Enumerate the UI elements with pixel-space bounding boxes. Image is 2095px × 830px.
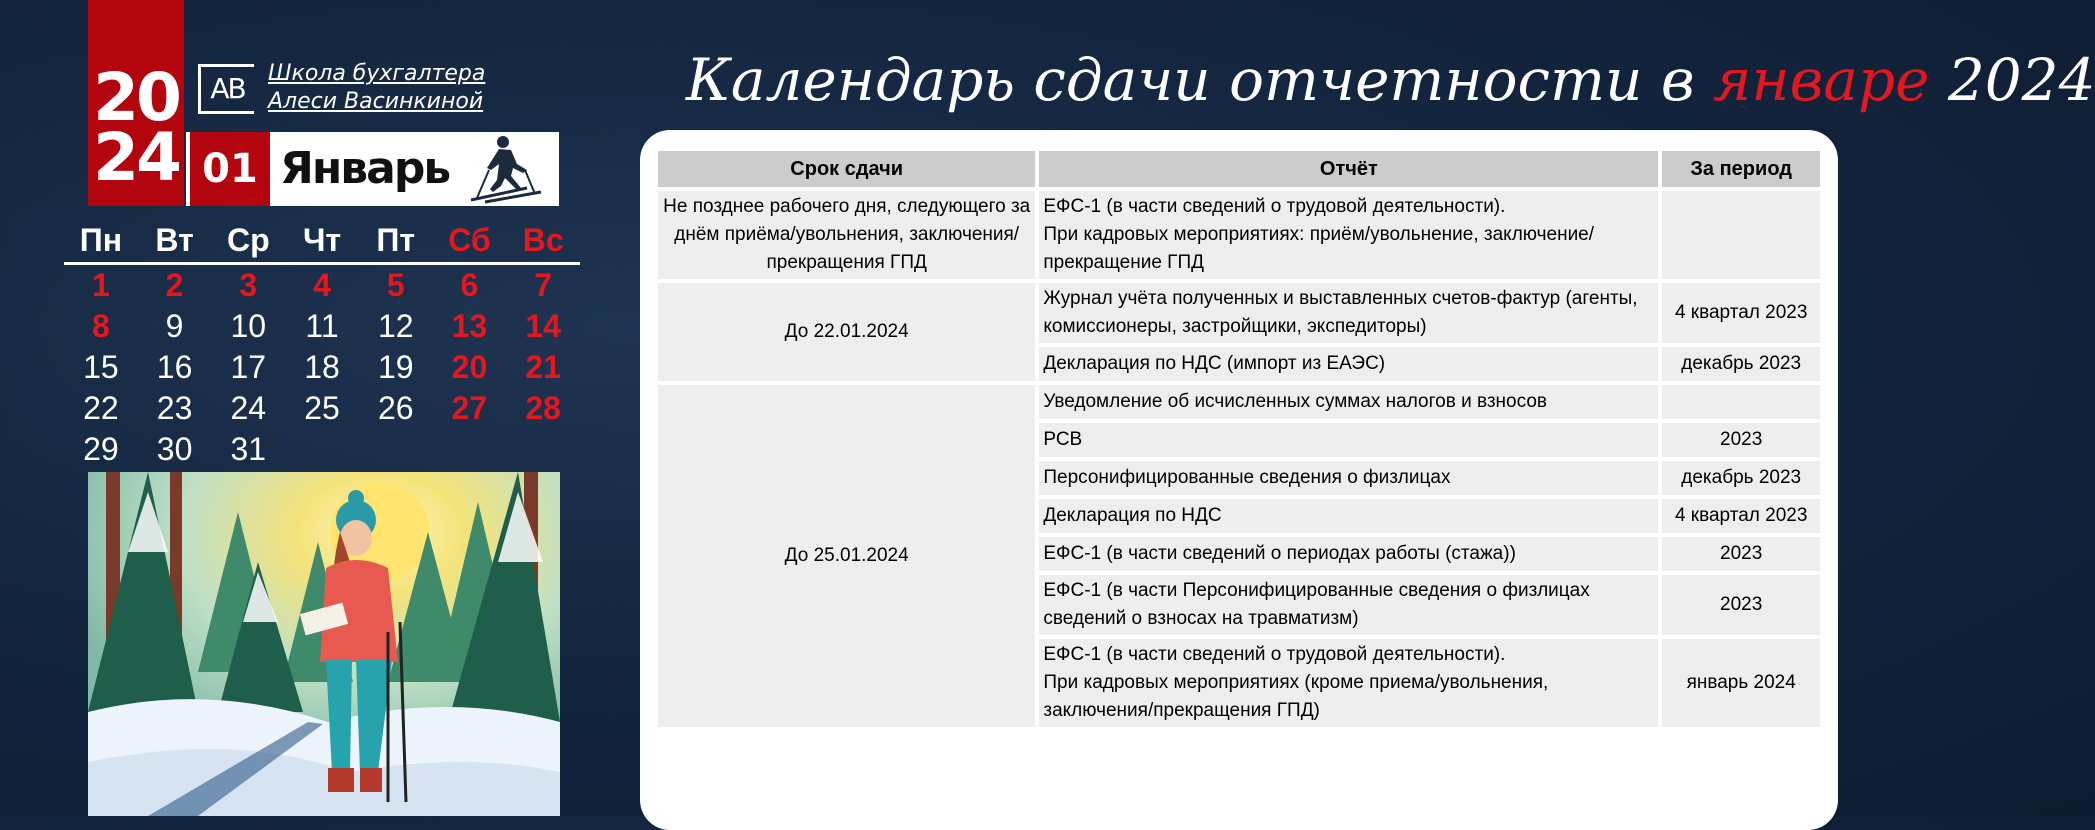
calendar-day: 21 xyxy=(525,349,561,385)
period-cell: 2023 xyxy=(1662,537,1820,571)
skier-icon xyxy=(465,134,549,204)
calendar-day: 13 xyxy=(451,308,488,344)
period-cell: 4 квартал 2023 xyxy=(1662,499,1820,533)
year-bottom: 24 xyxy=(93,119,179,196)
calendar-day xyxy=(359,429,433,470)
calendar-day: 1 xyxy=(91,267,110,303)
calendar-day: 6 xyxy=(460,267,479,303)
month-number: 01 xyxy=(190,132,270,206)
period-cell: 2023 xyxy=(1662,575,1820,635)
calendar-day: 11 xyxy=(305,308,339,344)
brand-logo: AB xyxy=(198,64,254,114)
report-cell: ЕФС-1 (в части сведений о периодах работы (стажа)) xyxy=(1039,537,1658,571)
table-row xyxy=(658,283,1820,343)
calendar-day xyxy=(506,429,580,470)
report-cell: ЕФС-1 (в части Персонифицированные сведения о физлицах сведений о взносах на травматизм) xyxy=(1039,575,1658,635)
calendar-day xyxy=(433,429,507,470)
column-header-report: Отчёт xyxy=(1039,151,1658,187)
calendar-day: 15 xyxy=(83,349,119,385)
column-header-deadline: Срок сдачи xyxy=(658,151,1035,187)
report-cell: РСВ xyxy=(1039,423,1658,457)
year-top: 20 xyxy=(93,59,179,136)
calendar-week-row xyxy=(64,265,580,306)
brand-line-1: Школа бухгалтера xyxy=(268,61,486,86)
calendar-day: 28 xyxy=(525,390,561,426)
weekday-header xyxy=(64,220,580,265)
table-row xyxy=(658,191,1820,279)
calendar-day: 30 xyxy=(156,431,193,467)
calendar-day: 26 xyxy=(377,390,414,426)
calendar-day: 12 xyxy=(377,308,414,344)
weekday-tue: Вт xyxy=(155,222,194,258)
report-cell: Уведомление об исчисленных суммах налогов и взносов xyxy=(1039,385,1658,419)
calendar-grid xyxy=(64,220,580,470)
brand-line-2: Алеси Васинкиной xyxy=(268,89,484,114)
calendar-day: 8 xyxy=(91,308,110,344)
page-title xyxy=(686,30,2095,130)
report-cell: ЕФС-1 (в части сведений о трудовой деятельности). При кадровых мероприятиях (кроме приема/увольнения, заключения/прекращения ГПД) xyxy=(1039,639,1658,727)
calendar-day: 25 xyxy=(304,390,340,426)
deadline-cell: До 25.01.2024 xyxy=(658,385,1035,727)
calendar-day: 22 xyxy=(83,390,119,426)
winter-forest-image xyxy=(88,472,560,816)
deadline-cell: Не позднее рабочего дня, следующего за днём приёма/увольнения, заключения/прекращения ГПД xyxy=(658,191,1035,279)
table-body xyxy=(658,191,1820,727)
period-cell: 2023 xyxy=(1662,423,1820,457)
weekday-wed: Ср xyxy=(226,222,270,258)
hiker-illustration xyxy=(88,472,560,816)
period-cell: 4 квартал 2023 xyxy=(1662,283,1820,343)
title-accent: январе xyxy=(1713,46,1930,114)
report-cell: Декларация по НДС xyxy=(1039,499,1658,533)
calendar-week-row xyxy=(64,306,580,347)
calendar-day: 4 xyxy=(313,267,331,303)
calendar-week-row xyxy=(64,429,580,470)
calendar-day: 19 xyxy=(377,349,414,385)
calendar-day: 17 xyxy=(230,349,267,385)
year-block xyxy=(88,0,184,206)
calendar-day: 2 xyxy=(165,267,184,303)
title-part-1: Календарь сдачи отчетности в xyxy=(686,46,1714,114)
report-cell: Журнал учёта полученных и выставленных счетов-фактур (агенты, комиссионеры, застройщики, экспедиторы) xyxy=(1039,283,1658,343)
month-name: Январь xyxy=(280,143,450,194)
report-cell: ЕФС-1 (в части сведений о трудовой деятельности). При кадровых мероприятиях: приём/увольнение, заключение/прекращение ГПД xyxy=(1039,191,1658,279)
calendar-day: 27 xyxy=(451,390,488,426)
title-part-2: 2024 xyxy=(1929,46,2095,114)
calendar-day: 31 xyxy=(230,431,267,467)
calendar-day: 20 xyxy=(451,349,488,385)
calendar-day: 29 xyxy=(83,431,119,467)
brand-name xyxy=(268,60,485,116)
calendar-day: 10 xyxy=(230,308,267,344)
calendar-day xyxy=(285,429,359,470)
reporting-table xyxy=(654,147,1824,731)
table-header-row xyxy=(658,151,1820,187)
calendar-day: 5 xyxy=(386,267,405,303)
calendar-week-row xyxy=(64,347,580,388)
report-cell: Персонифицированные сведения о физлицах xyxy=(1039,461,1658,495)
month-strip xyxy=(186,132,559,206)
calendar-weeks xyxy=(64,265,580,470)
table-row xyxy=(658,385,1820,419)
period-cell: декабрь 2023 xyxy=(1662,461,1820,495)
calendar-day: 23 xyxy=(156,390,193,426)
column-header-period: За период xyxy=(1662,151,1820,187)
period-cell: январь 2024 xyxy=(1662,639,1820,727)
weekday-mon: Пн xyxy=(79,222,123,258)
weekday-sun: Вс xyxy=(522,222,564,258)
weekday-sat: Сб xyxy=(448,222,491,258)
deadline-cell: До 22.01.2024 xyxy=(658,283,1035,381)
period-cell xyxy=(1662,191,1820,279)
report-cell: Декларация по НДС (импорт из ЕАЭС) xyxy=(1039,347,1658,381)
period-cell: декабрь 2023 xyxy=(1662,347,1820,381)
calendar-week-row xyxy=(64,388,580,429)
weekday-fri: Пт xyxy=(376,222,416,258)
calendar-day: 16 xyxy=(156,349,193,385)
calendar-day: 18 xyxy=(304,349,340,385)
weekday-thu: Чт xyxy=(302,222,342,258)
calendar-day: 3 xyxy=(239,267,258,303)
period-cell xyxy=(1662,385,1820,419)
calendar-day: 9 xyxy=(165,308,184,344)
calendar-day: 24 xyxy=(230,390,267,426)
calendar-day: 14 xyxy=(525,308,561,344)
calendar-day: 7 xyxy=(534,267,553,303)
